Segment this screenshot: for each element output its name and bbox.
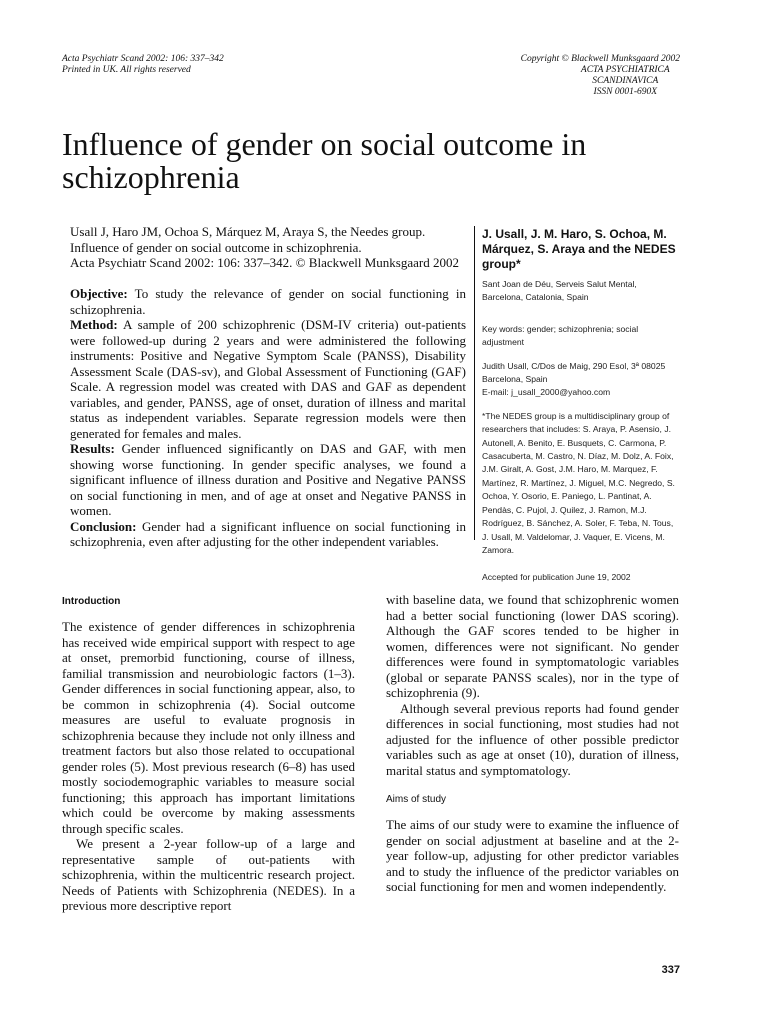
objective-text: To study the relevance of gender on social functioning in schizophrenia. (70, 286, 466, 317)
left-column (62, 596, 355, 914)
email-link[interactable]: E-mail: j_usall_2000@yahoo.com (482, 387, 611, 398)
rights-line: Printed in UK. All rights reserved (62, 65, 191, 75)
author-sidebar (482, 227, 678, 585)
results-text: Gender influenced significantly on DAS and GAF, with men showing worse functioning. In gender specific analyses, we found a significant influence of illness duration and Positive and Negative PANSS on social functioning in men, and of age at onset and Negative PANSS in women. (70, 441, 466, 518)
article-title: Influence of gender on social outcome in schizophrenia (62, 126, 587, 195)
method-label: Method: (70, 317, 118, 332)
results-label: Results: (70, 441, 115, 456)
aims-heading: Aims of study (386, 794, 447, 805)
right-paragraph-1: with baseline data, we found that schizophrenic women had a better social functioning (lower DAS scoring). Although the GAF scores tended to be higher in women, differences were not significant. No gender differences were found in symptomatologic variables (global or separate PANSS scales), nor in the type of schizophrenia (9). (386, 592, 679, 700)
issn: ISSN 0001-690X (593, 87, 658, 97)
running-header-left (62, 54, 224, 76)
aims-paragraph: The aims of our study were to examine the influence of gender on social adjustment at baseline and at the 2-year follow-up, adjusting for other predictor variables and to study the influence of the predictor variables on social functioning for men and women independently. (386, 817, 679, 894)
correspondence-address: Judith Usall, C/Dos de Maig, 290 Esol, 3ª 08025 Barcelona, Spain (482, 360, 666, 385)
conclusion-label: Conclusion: (70, 518, 137, 534)
article-citation (70, 224, 470, 271)
intro-paragraph-1: The existence of gender differences in schizophrenia has received wide empirical support with respect to age at onset, premorbid functioning, course of illness, familial transmission and neurobiologic factors (1–3). Gender differences in social functioning appear, also, to be common in schizophrenia (4). Social outcome measures are useful to evaluate prognosis in schizophrenia because they include not only illness and treatment factors but also those related to occupational gender roles (5). Most previous research (6–8) has used mostly sociodemographic variables to measure social functioning; this approach has important limitations which could be overcome by making assessments through specific scales. (62, 619, 355, 836)
group-note: *The NEDES group is a multidisciplinary group of researchers that includes: S. Araya, P. Asensio, J. Autonell, A. Benito, E. Busquets, C. Carmona, P. Casacuberta, M. Castro, N. Díaz, M. Dolz, A. Foix, J.M. Giralt, A. Gost, J.M. Haro, M. Marquez, F. Martínez, R. Martínez, J. Miguel, M.C. Negredo, S. Ochoa, Y. Osorio, E. Paniego, L. Pantinat, A. Pendàs, C. Pujol, J. Quilez, J. Ramon, M.J. Rodríguez, B. Sánchez, A. Soler, F. Teba, N. Tous, J. Usall, M. Valdelomar, J. Vaquer, E. Vicens, M. Zamora. (482, 410, 675, 555)
introduction-heading: Introduction (62, 596, 121, 607)
column-divider (474, 226, 475, 540)
journal-name-line1: ACTA PSYCHIATRICA (580, 65, 670, 75)
abstract-method (70, 317, 466, 441)
running-header-right (521, 54, 680, 98)
abstract-results (70, 441, 466, 519)
journal-citation-line: Acta Psychiatr Scand 2002: 106: 337–342 (62, 54, 224, 64)
accepted-date: Accepted for publication June 19, 2002 (482, 572, 631, 583)
abstract-objective (70, 286, 466, 317)
right-column (386, 592, 679, 895)
abstract-conclusion (70, 519, 466, 550)
conclusion-text: Gender had a significant influence on social functioning in schizophrenia, even after adjusting for the other independent variables. (70, 518, 466, 549)
affiliation: Sant Joan de Déu, Serveis Salut Mental, Barcelona, Catalonia, Spain (482, 279, 637, 303)
keywords: Key words: gender; schizophrenia; social adjustment (482, 323, 639, 348)
author-list: J. Usall, J. M. Haro, S. Ochoa, M. Márquez, S. Araya and the NEDES group* (482, 227, 676, 271)
journal-name-line2: SCANDINAVICA (592, 76, 659, 86)
citation-authors: Usall J, Haro JM, Ochoa S, Márquez M, Araya S, the Needes group. (70, 224, 426, 239)
page-number: 337 (661, 964, 680, 976)
intro-paragraph-2: We present a 2-year follow-up of a large and representative sample of out-patients with schizophrenia, within the multicentric research project. Needs of Patients with Schizophrenia (NEDES). In a previous more descriptive report (62, 836, 355, 913)
right-paragraph-2: Although several previous reports had found gender differences in social functioning, most studies had not adjusted for the influence of other possible predictor variables such as age at onset (10), duration of illness, marital status and symptomatology. (386, 700, 679, 778)
citation-source: Acta Psychiatr Scand 2002: 106: 337–342. © Blackwell Munksgaard 2002 (70, 255, 459, 270)
objective-label: Objective: (70, 286, 128, 301)
abstract (70, 286, 466, 550)
copyright-line: Copyright © Blackwell Munksgaard 2002 (520, 54, 680, 64)
method-text: A sample of 200 schizophrenic (DSM-IV criteria) out-patients were followed-up during 2 years and were administered the following instruments: Positive and Negative Symptom Scale (PANSS), Disability Assessment Scale (DAS-sv), and Global Assessment of Functioning (GAF) Scale. A regression model was created with DAS and GAF as dependent variables, and gender, PANSS, age of onset, duration of illness and marital status as independent variables. Separate regression models were then generated for females and males. (70, 317, 466, 441)
citation-title: Influence of gender on social outcome in schizophrenia. (70, 239, 362, 255)
